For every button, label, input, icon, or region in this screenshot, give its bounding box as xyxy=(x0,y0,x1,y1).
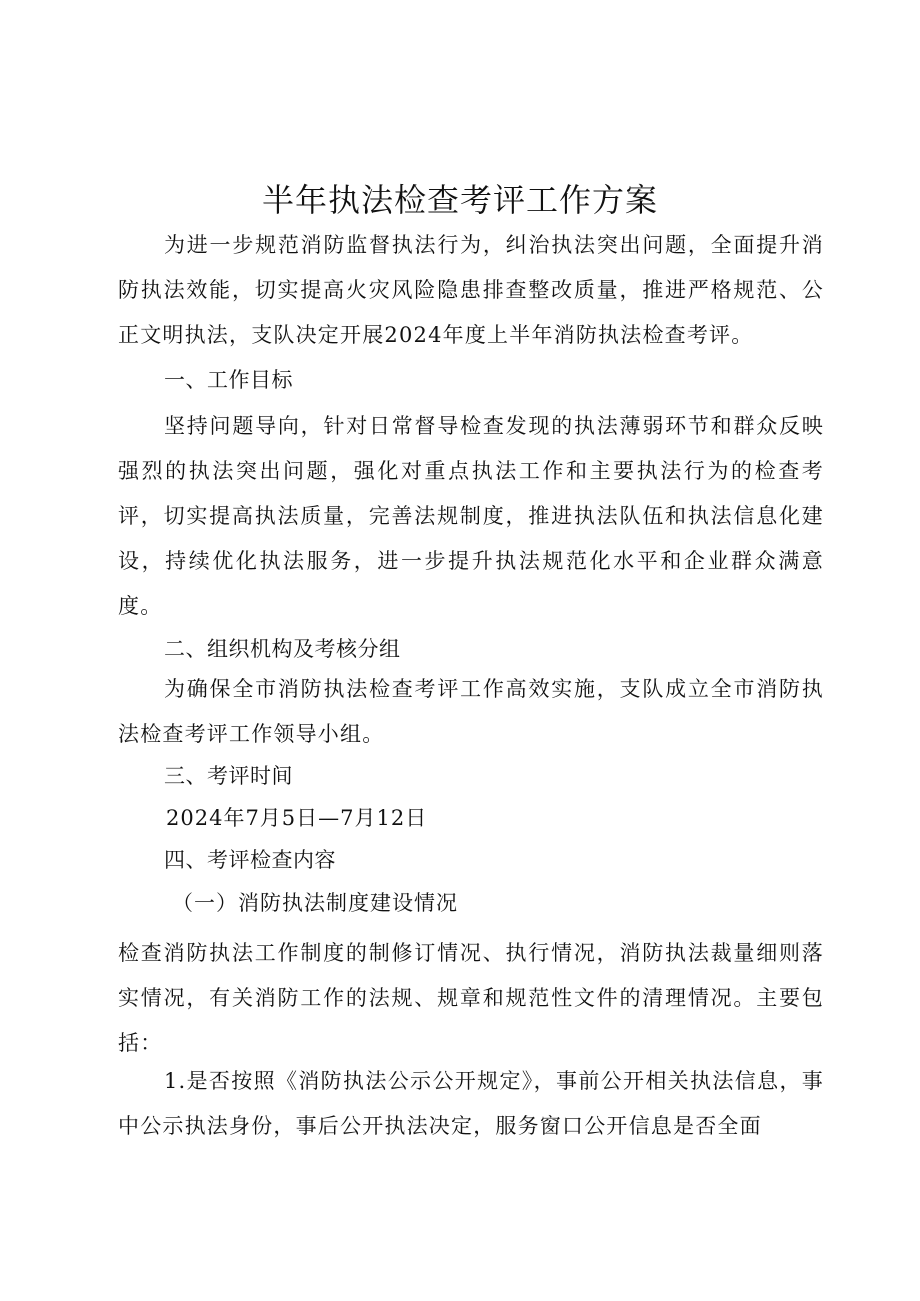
document-title: 半年执法检查考评工作方案 xyxy=(261,181,658,219)
section-heading-goals: 一、工作目标 xyxy=(164,368,293,392)
intro-paragraph: 为进一步规范消防监督执法行为，纠治执法突出问题，全面提升消防执法效能，切实提高火灾风险隐患排查整改质量，推进严格规范、公正文明执法，支队决定开展2024年度上半年消防执法检查考评。 xyxy=(118,233,824,347)
section-body-time: 2024年7月5日—7月12日 xyxy=(166,806,428,830)
section-heading-organization: 二、组织机构及考核分组 xyxy=(164,637,401,661)
section-heading-time: 三、考评时间 xyxy=(164,764,293,788)
section-body-goals: 坚持问题导向，针对日常督导检查发现的执法薄弱环节和群众反映强烈的执法突出问题，强化对重点执法工作和主要执法行为的检查考评，切实提高执法质量，完善法规制度，推进执法队伍和执法信息化建设，持续优化执法服务，进一步提升执法规范化水平和企业群众满意度。 xyxy=(118,414,824,618)
section-body-organization: 为确保全市消防执法检查考评工作高效实施，支队成立全市消防执法检查考评工作领导小组。 xyxy=(118,677,824,746)
section-body-content: 检查消防执法工作制度的制修订情况、执行情况，消防执法裁量细则落实情况，有关消防工作的法规、规章和规范性文件的清理情况。主要包括： xyxy=(118,941,824,1055)
section-heading-content: 四、考评检查内容 xyxy=(164,848,336,872)
section-subheading-system: （一）消防执法制度建设情况 xyxy=(172,891,458,915)
content-item-1: 1.是否按照《消防执法公示公开规定》，事前公开相关执法信息，事中公示执法身份，事后公开执法决定，服务窗口公开信息是否全面 xyxy=(118,1069,824,1138)
